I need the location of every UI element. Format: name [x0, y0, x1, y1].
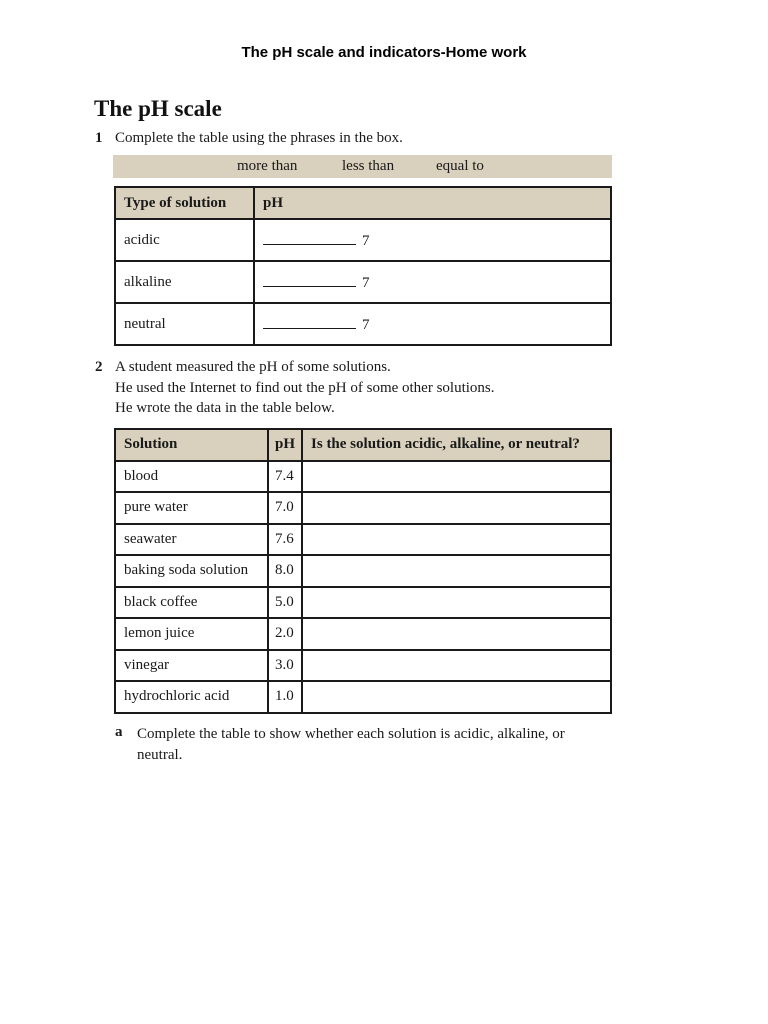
- ph-value-cell: 1.0: [268, 681, 302, 713]
- solution-name-cell: baking soda solution: [115, 555, 268, 587]
- ph-answer-cell[interactable]: [254, 303, 611, 345]
- solution-name-cell: hydrochloric acid: [115, 681, 268, 713]
- ph-value-cell: 7.0: [268, 492, 302, 524]
- table-row: [115, 555, 611, 587]
- ph-value: 7: [362, 275, 370, 291]
- solution-type-cell: neutral: [115, 303, 254, 345]
- classification-answer-cell[interactable]: [302, 681, 611, 713]
- table-row: [115, 524, 611, 556]
- ph-value: 7: [362, 233, 370, 249]
- table-header-row: [115, 429, 611, 461]
- ph-value-cell: 7.4: [268, 461, 302, 493]
- question-1-text: Complete the table using the phrases in the box.: [115, 130, 403, 146]
- ph-answer-cell[interactable]: [254, 219, 611, 261]
- answer-blank[interactable]: [263, 272, 356, 287]
- solution-type-cell: acidic: [115, 219, 254, 261]
- solution-name-cell: vinegar: [115, 650, 268, 682]
- phrase-less-than: less than: [342, 158, 395, 174]
- phrase-box: [113, 155, 612, 178]
- table-row: [115, 461, 611, 493]
- ph-value-cell: 3.0: [268, 650, 302, 682]
- question-2-line-2: He used the Internet to find out the pH of some other solutions.: [115, 380, 495, 396]
- question-1-number: 1: [95, 130, 103, 146]
- phrase-equal-to: equal to: [436, 158, 484, 174]
- ph-type-table: [114, 186, 612, 346]
- ph-value-cell: 2.0: [268, 618, 302, 650]
- classification-answer-cell[interactable]: [302, 650, 611, 682]
- classification-answer-cell[interactable]: [302, 618, 611, 650]
- table-row: [115, 303, 611, 345]
- part-a-text: Complete the table to show whether each solution is acidic, alkaline, or neutral.: [137, 726, 565, 763]
- table-row: [115, 650, 611, 682]
- table-row: [115, 618, 611, 650]
- header-type-of-solution: Type of solution: [115, 187, 254, 219]
- phrase-more-than: more than: [237, 158, 298, 174]
- solution-type-cell: alkaline: [115, 261, 254, 303]
- ph-answer-cell[interactable]: [254, 261, 611, 303]
- header-ph: pH: [268, 429, 302, 461]
- answer-blank[interactable]: [263, 230, 356, 245]
- solution-name-cell: lemon juice: [115, 618, 268, 650]
- table-row: [115, 261, 611, 303]
- table-row: [115, 681, 611, 713]
- question-2-line-1: A student measured the pH of some solutions.: [115, 359, 391, 375]
- ph-value-cell: 5.0: [268, 587, 302, 619]
- classification-answer-cell[interactable]: [302, 461, 611, 493]
- classification-answer-cell[interactable]: [302, 555, 611, 587]
- header-classification: Is the solution acidic, alkaline, or neutral?: [302, 429, 611, 461]
- solution-name-cell: black coffee: [115, 587, 268, 619]
- section-heading: The pH scale: [94, 96, 222, 121]
- table-row: [115, 219, 611, 261]
- solution-name-cell: blood: [115, 461, 268, 493]
- answer-blank[interactable]: [263, 314, 356, 329]
- header-ph: pH: [254, 187, 611, 219]
- solution-name-cell: seawater: [115, 524, 268, 556]
- solution-name-cell: pure water: [115, 492, 268, 524]
- ph-value: 7: [362, 317, 370, 333]
- question-2-number: 2: [95, 359, 103, 375]
- page-title: The pH scale and indicators-Home work: [241, 44, 527, 61]
- classification-answer-cell[interactable]: [302, 492, 611, 524]
- table-header-row: [115, 187, 611, 219]
- table-row: [115, 587, 611, 619]
- part-a-label: a: [115, 724, 123, 740]
- table-row: [115, 492, 611, 524]
- question-2-line-3: He wrote the data in the table below.: [115, 400, 335, 416]
- header-solution: Solution: [115, 429, 268, 461]
- classification-answer-cell[interactable]: [302, 587, 611, 619]
- solutions-table: [114, 428, 612, 714]
- ph-value-cell: 7.6: [268, 524, 302, 556]
- ph-value-cell: 8.0: [268, 555, 302, 587]
- classification-answer-cell[interactable]: [302, 524, 611, 556]
